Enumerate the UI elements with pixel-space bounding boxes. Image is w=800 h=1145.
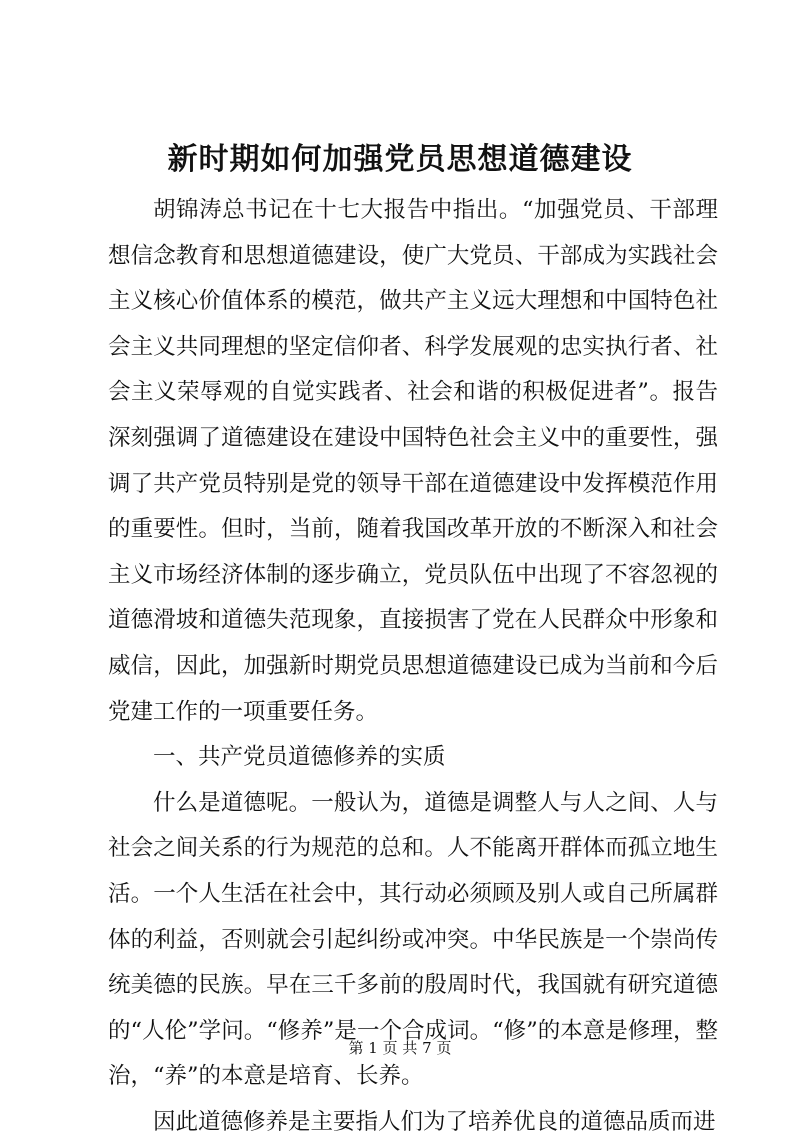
- page-footer: 第 1 页 共 7 页: [348, 1039, 452, 1057]
- paragraph-intro: 胡锦涛总书记在十七大报告中指出。“加强党员、干部理想信念教育和思想道德建设，使广大党员、干部成为实践社会主义核心价值体系的模范，做共产主义远大理想和中国特色社会主义共同理想的坚定信仰者、科学发展观的忠实执行者、社会主义荣辱观的自觉实践者、社会和谐的积极促进者”。报告深刻强调了道德建设在建设中国特色社会主义中的重要性，强调了共产党员特别是党的领导干部在道德建设中发挥模范作用的重要性。但时，当前，随着我国改革开放的不断深入和社会主义市场经济体制的逐步确立，党员队伍中出现了不容忽视的道德滑坡和道德失范现象，直接损害了党在人民群众中形象和威信，因此，加强新时期党员思想道德建设已成为当前和今后党建工作的一项重要任务。: [108, 197, 718, 725]
- document-body: [108, 188, 718, 1145]
- section-heading: 一、共产党员道德修养的实质: [153, 744, 446, 771]
- document-title: 新时期如何加强党员思想道德建设: [167, 142, 633, 177]
- paragraph-continued: 因此道德修养是主要指人们为了培养优良的道德品质而进: [153, 1108, 716, 1135]
- paragraph-morality: 什么是道德呢。一般认为，道德是调整人与人之间、人与社会之间关系的行为规范的总和。人不能离开群体而孤立地生活。一个人生活在社会中，其行动必须顾及别人或自己所属群体的利益，否则就会引起纠纷或冲突。中华民族是一个崇尚传统美德的民族。早在三千多前的殷周时代，我国就有研究道德的“人伦”学问。“修养”是一个合成词。“修”的本意是修理，整治，“养”的本意是培育、长养。: [108, 789, 718, 1090]
